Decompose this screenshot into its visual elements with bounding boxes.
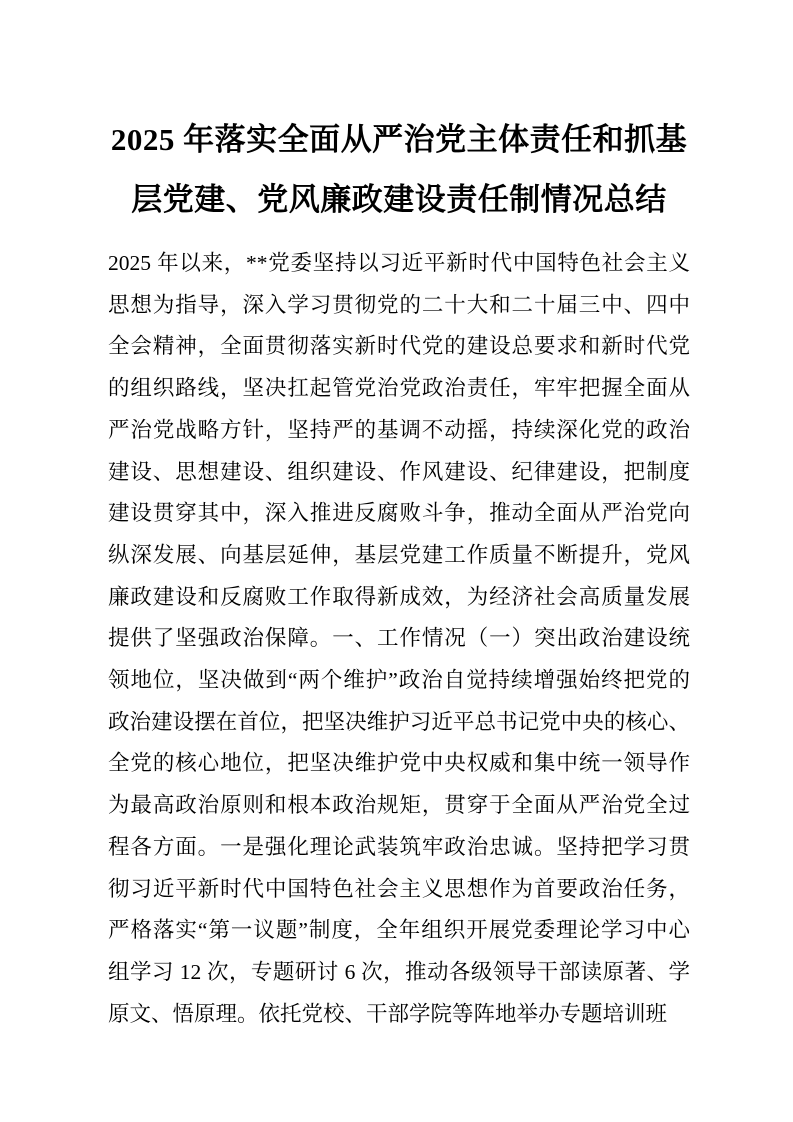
title-line-1: 2025 年落实全面从严治党主体责任和抓基	[110, 122, 688, 157]
body-line: 为最高政治原则和根本政治规矩，贯穿于全面从严治党全过	[108, 793, 690, 818]
body-line: 提供了坚强政治保障。一、工作情况（一）突出政治建设统	[108, 626, 690, 651]
body-line: 廉政建设和反腐败工作取得新成效，为经济社会高质量发展	[108, 584, 690, 609]
body-line: 全会精神，全面贯彻落实新时代党的建设总要求和新时代党	[108, 334, 690, 359]
document-body	[108, 243, 690, 1035]
body-line: 建设、思想建设、组织建设、作风建设、纪律建设，把制度	[108, 459, 690, 484]
body-line: 2025 年以来，**党委坚持以习近平新时代中国特色社会主义	[108, 251, 690, 275]
body-line: 的组织路线，坚决扛起管党治党政治责任，牢牢把握全面从	[108, 376, 690, 401]
title-line-2: 层党建、党风廉政建设责任制情况总结	[131, 182, 667, 217]
body-line: 纵深发展、向基层延伸，基层党建工作质量不断提升，党风	[108, 542, 690, 567]
body-line: 彻习近平新时代中国特色社会主义思想作为首要政治任务，	[108, 876, 690, 901]
body-line: 建设贯穿其中，深入推进反腐败斗争，推动全面从严治党向	[108, 501, 690, 526]
body-line: 严格落实“第一议题”制度，全年组织开展党委理论学习中心	[108, 918, 690, 943]
body-line: 政治建设摆在首位，把坚决维护习近平总书记党中央的核心、	[108, 709, 690, 734]
body-line: 原文、悟原理。依托党校、干部学院等阵地举办专题培训班	[108, 1001, 668, 1026]
body-line: 组学习 12 次，专题研讨 6 次，推动各级领导干部读原著、学	[108, 959, 690, 984]
document-title	[108, 110, 690, 230]
body-line: 领地位，坚决做到“两个维护”政治自觉持续增强始终把党的	[108, 668, 690, 693]
body-line: 严治党战略方针，坚持严的基调不动摇，持续深化党的政治	[108, 417, 690, 442]
body-line: 全党的核心地位，把坚决维护党中央权威和集中统一领导作	[108, 751, 690, 776]
body-line: 程各方面。一是强化理论武装筑牢政治忠诚。坚持把学习贯	[108, 834, 690, 859]
body-line: 思想为指导，深入学习贯彻党的二十大和二十届三中、四中	[108, 292, 690, 317]
